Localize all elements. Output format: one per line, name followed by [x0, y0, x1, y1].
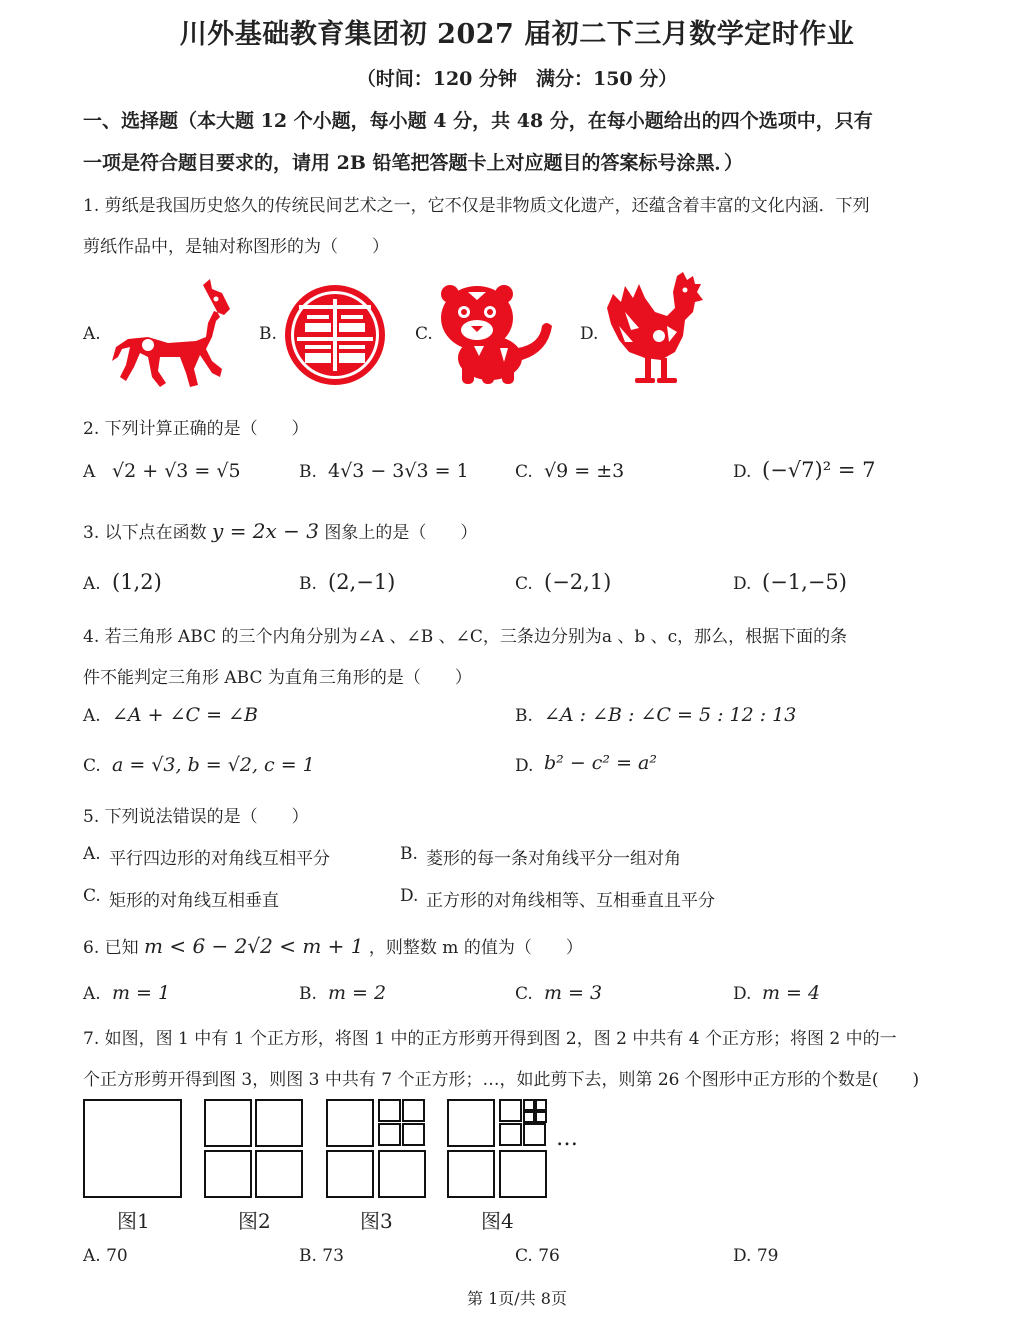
- q3-label-a: A.: [83, 574, 101, 594]
- q7-fig2-square: [255, 1150, 303, 1198]
- q4-option-c: a = √3, b = √2, c = 1: [112, 754, 315, 776]
- q7-fig2-square: [204, 1150, 252, 1198]
- page-footer: 第 1页/共 8页: [467, 1289, 567, 1308]
- section1-instructions-line1: 一、选择题（本大题 12 个小题，每小题 4 分，共 48 分，在每小题给出的四个选项中，只有: [83, 110, 873, 132]
- q7-fig4-label: 图4: [481, 1209, 514, 1233]
- q1-label-b: B.: [259, 324, 277, 344]
- q4-label-b: B.: [515, 706, 533, 726]
- q3-stem: [83, 518, 477, 543]
- q4-option-b: ∠A : ∠B : ∠C = 5 : 12 : 13: [544, 704, 797, 726]
- q6-label-c: C.: [515, 984, 533, 1004]
- q7-fig2-square: [255, 1099, 303, 1147]
- q7-fig4-square: [523, 1123, 546, 1146]
- q2-option-a: √2 + √3 = √5: [112, 460, 241, 482]
- q7-option-b: B. 73: [299, 1246, 344, 1266]
- q1-stem-line1: 1. 剪纸是我国历史悠久的传统民间艺术之一，它不仅是非物质文化遗产，还蕴含着丰富的文化内涵．下列: [83, 196, 870, 216]
- q6-option-a: m = 1: [112, 982, 171, 1004]
- q7-fig4-square: [499, 1099, 522, 1122]
- q7-fig4-square: [447, 1150, 495, 1198]
- q7-fig2-square: [204, 1099, 252, 1147]
- q2-label-d: D.: [733, 462, 752, 482]
- q6-stem-pre: 6. 已知: [83, 938, 139, 958]
- q6-label-b: B.: [299, 984, 317, 1004]
- q6-stem-post: ，则整数 m 的值为（ ）: [368, 938, 583, 958]
- q3-option-a: (1,2): [112, 570, 162, 594]
- q4-label-c: C.: [83, 756, 101, 776]
- q7-option-a: A. 70: [83, 1246, 128, 1266]
- q3-option-d: (−1,−5): [762, 570, 847, 594]
- q4-option-a: ∠A + ∠C = ∠B: [112, 704, 258, 726]
- q4-label-d: D.: [515, 756, 534, 776]
- q5-option-b: 菱形的每一条对角线平分一组对角: [426, 849, 681, 869]
- exam-subtitle: （时间：120 分钟 满分：150 分）: [356, 68, 678, 90]
- q6-inequality: m < 6 − 2√2 < m + 1: [144, 934, 364, 958]
- q6-label-d: D.: [733, 984, 752, 1004]
- q7-stem-line2: 个正方形剪开得到图 3，则图 3 中共有 7 个正方形；…，如此剪下去，则第 26 个图形中正方形的个数是( ): [83, 1070, 920, 1090]
- q7-fig4-square: [499, 1123, 522, 1146]
- q6-label-a: A.: [83, 984, 101, 1004]
- q2-option-b: 4√3 − 3√3 = 1: [328, 460, 469, 482]
- q3-stem-post: 图象上的是（ ）: [324, 523, 478, 543]
- q2-label-c: C.: [515, 462, 533, 482]
- q7-fig4-square: [499, 1150, 547, 1198]
- q7-fig3-square: [378, 1099, 401, 1122]
- q1-label-d: D.: [580, 324, 599, 344]
- q5-label-c: C.: [83, 886, 101, 906]
- q2-stem: 2. 下列计算正确的是（ ）: [83, 419, 309, 439]
- q3-function: y = 2x − 3: [212, 519, 320, 543]
- q7-option-c: C. 76: [515, 1246, 560, 1266]
- q3-label-b: B.: [299, 574, 317, 594]
- q7-option-d: D. 79: [733, 1246, 779, 1266]
- q7-fig4-square: [523, 1099, 535, 1111]
- q7-fig4-square: [535, 1099, 547, 1111]
- section1-instructions-line2: 一项是符合题目要求的，请用 2B 铅笔把答题卡上对应题目的答案标号涂黑．）: [83, 152, 744, 174]
- q6-option-d: m = 4: [762, 982, 821, 1004]
- q3-option-b: (2,−1): [328, 570, 396, 594]
- q7-fig2-label: 图2: [238, 1209, 271, 1233]
- q4-label-a: A.: [83, 706, 101, 726]
- q7-fig1-label: 图1: [117, 1209, 150, 1233]
- q3-option-c: (−2,1): [544, 570, 612, 594]
- q5-label-b: B.: [400, 844, 418, 864]
- q4-stem-line2: 件不能判定三角形 ABC 为直角三角形的是（ ）: [83, 668, 472, 688]
- tiger-papercut-image: [438, 282, 556, 386]
- q7-fig3-square: [378, 1123, 401, 1146]
- q7-fig4-square: [447, 1099, 495, 1147]
- q5-option-c: 矩形的对角线互相垂直: [109, 891, 279, 911]
- q5-label-d: D.: [400, 886, 419, 906]
- q5-stem: 5. 下列说法错误的是（ ）: [83, 807, 309, 827]
- q6-option-b: m = 2: [328, 982, 387, 1004]
- q3-label-c: C.: [515, 574, 533, 594]
- q4-stem-line1: 4. 若三角形 ABC 的三个内角分别为∠A 、∠B 、∠C，三条边分别为a 、b 、c，那么，根据下面的条: [83, 627, 848, 647]
- exam-title: 川外基础教育集团初 2027 届初二下三月数学定时作业: [179, 19, 855, 50]
- q7-fig3-square: [326, 1150, 374, 1198]
- q7-stem-line1: 7. 如图，图 1 中有 1 个正方形，将图 1 中的正方形剪开得到图 2，图 2 中共有 4 个正方形；将图 2 中的一: [83, 1029, 897, 1049]
- q7-ellipsis: …: [556, 1126, 578, 1151]
- q7-fig4-square: [535, 1111, 547, 1123]
- q4-option-d: b² − c² = a²: [544, 752, 657, 774]
- q1-label-c: C.: [415, 324, 433, 344]
- q5-option-a: 平行四边形的对角线互相平分: [109, 849, 330, 869]
- q1-stem-line2: 剪纸作品中，是轴对称图形的为（ ）: [83, 237, 389, 257]
- q7-fig1-square: [83, 1099, 182, 1198]
- q2-option-c: √9 = ±3: [544, 460, 625, 482]
- q2-label-a: A: [83, 462, 96, 482]
- q7-fig3-square: [402, 1099, 425, 1122]
- q1-label-a: A.: [83, 324, 101, 344]
- q6-stem: [83, 933, 583, 958]
- q7-fig3-label: 图3: [360, 1209, 393, 1233]
- q5-label-a: A.: [83, 844, 101, 864]
- q3-label-d: D.: [733, 574, 752, 594]
- q3-stem-pre: 3. 以下点在函数: [83, 523, 207, 543]
- q2-option-d: (−√7)² = 7: [762, 458, 876, 482]
- q7-fig3-square: [402, 1123, 425, 1146]
- rooster-papercut-image: [605, 272, 715, 392]
- q5-option-d: 正方形的对角线相等、互相垂直且平分: [426, 891, 715, 911]
- q7-fig3-square: [326, 1099, 374, 1147]
- q2-label-b: B.: [299, 462, 317, 482]
- q7-fig3-square: [378, 1150, 426, 1198]
- q7-fig4-square: [523, 1111, 535, 1123]
- horse-papercut-image: [108, 277, 233, 392]
- double-happiness-papercut-image: [283, 285, 387, 385]
- q6-option-c: m = 3: [544, 982, 603, 1004]
